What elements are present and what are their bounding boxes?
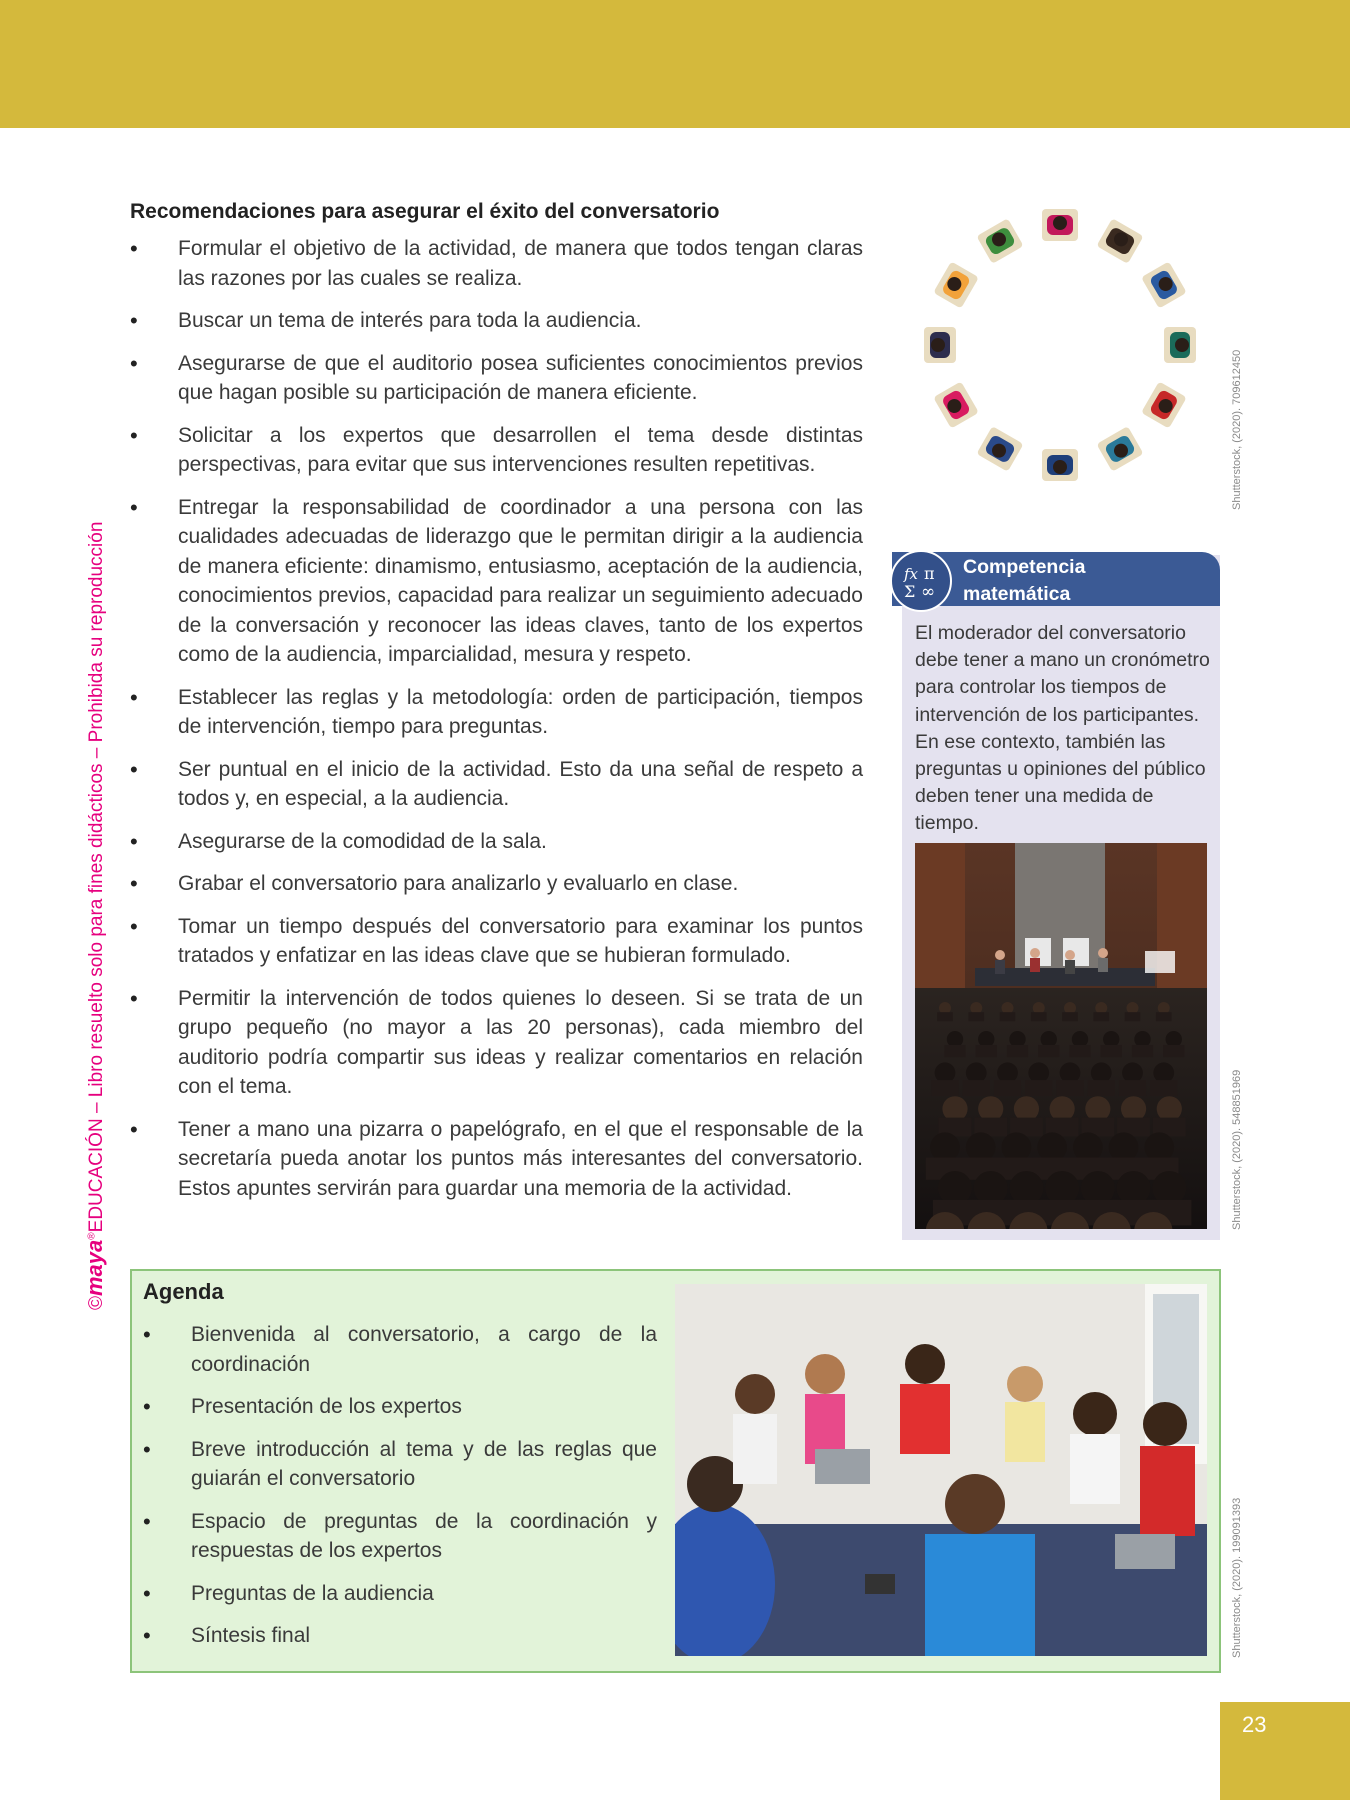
audience-head	[1122, 1062, 1143, 1083]
audience-head	[1060, 1062, 1081, 1083]
audience-shoulders	[1163, 1045, 1184, 1057]
photo-credit-group: Shutterstock, (2020). 199091393	[1231, 1497, 1243, 1658]
seated-person	[976, 218, 1023, 264]
svg-text:π: π	[924, 564, 935, 583]
audience-shoulders	[968, 1012, 984, 1021]
bullet-icon: •	[143, 1508, 151, 1534]
list-item-text: Entregar la responsabilidad de coordinador a una persona con las cualidades adecuadas de liderazgo que le permitan dirigir a la audiencia de manera eficiente: dinamismo, entusiasmo, aceptación de la audiencia, conocimientos previos, capacidad para realizar un seguimiento adecuado de la conversación y reconocer las ideas claves, tanto de los expertos como de la audiencia, imparcialidad, mesura y respeto.	[178, 495, 863, 666]
list-item-text: Síntesis final	[191, 1624, 311, 1647]
copyright-sidebar	[82, 522, 108, 1310]
list-item-text: Asegurarse de que el auditorio posea suficientes conocimientos previos que hagan posible su participación de manera eficiente.	[178, 351, 863, 404]
list-item-text: Tener a mano una pizarra o papelógrafo, en el que el responsable de la secretaría pueda anotar los puntos más interesantes del conversatorio. Estos apuntes servirán para guardar una memoria de la actividad.	[178, 1117, 863, 1200]
list-item	[130, 421, 863, 480]
bullet-icon: •	[143, 1322, 151, 1347]
list-item-text: Solicitar a los expertos que desarrollen el tema desde distintas perspectivas, para evitar que sus intervenciones resulten repetitivas.	[178, 423, 863, 476]
seated-person	[933, 381, 979, 428]
sidebar-notice: EDUCACIÓN – Libro resuelto solo para fines didácticos – Prohibida su reproducción	[86, 521, 107, 1233]
audience-shoulders	[976, 1045, 997, 1057]
list-item	[130, 1115, 863, 1204]
bullet-icon: •	[130, 422, 138, 448]
svg-text:Σ: Σ	[904, 582, 916, 601]
audience-shoulders	[1156, 1012, 1172, 1021]
audience-head	[997, 1062, 1018, 1083]
list-item	[143, 1579, 657, 1609]
bullet-icon: •	[143, 1623, 151, 1648]
bullet-icon: •	[143, 1394, 151, 1419]
bullet-icon: •	[130, 756, 138, 782]
audience-shoulders	[1125, 1012, 1141, 1021]
list-item-text: Tomar un tiempo después del conversatorio para examinar los puntos tratados y enfatizar en las ideas clave que se hubieran formulado.	[178, 914, 863, 967]
bullet-icon: •	[130, 684, 138, 710]
seated-person	[1141, 381, 1187, 428]
audience-shoulders	[1119, 1080, 1146, 1096]
list-item	[130, 493, 863, 670]
list-item	[130, 349, 863, 408]
brand-logo: maya	[82, 1239, 107, 1296]
audience-shoulders	[1062, 1012, 1078, 1021]
seated-person	[1096, 426, 1143, 472]
competencia-title-line1: Competencia	[963, 556, 1086, 578]
list-item	[143, 1507, 657, 1566]
bullet-icon: •	[130, 494, 138, 520]
bullet-icon: •	[130, 828, 138, 854]
svg-text:∞: ∞	[921, 582, 936, 602]
audience-shoulders	[1150, 1080, 1177, 1096]
audience-shoulders	[1025, 1080, 1052, 1096]
list-item-text: Ser puntual en el inicio de la actividad. Esto da una señal de respeto a todos y, en especial, a la audiencia.	[178, 757, 863, 810]
agenda-title: Agenda	[143, 1279, 224, 1304]
list-item	[130, 683, 863, 742]
list-item-text: Permitir la intervención de todos quienes lo deseen. Si se trata de un grupo pequeño (no mayor a las 20 personas), cada miembro del auditorio podría compartir sus ideas y realizar comentarios en relación con el tema.	[178, 986, 863, 1098]
list-item-text: Asegurarse de la comodidad de la sala.	[178, 829, 547, 853]
audience-shoulders	[1007, 1045, 1028, 1057]
list-item	[130, 984, 863, 1102]
people-circle-illustration	[905, 195, 1215, 505]
recommendations-list	[130, 234, 863, 1203]
bullet-icon: •	[130, 236, 138, 261]
audience-shoulders	[937, 1012, 953, 1021]
audience-shoulders	[1038, 1045, 1059, 1057]
list-item	[130, 306, 863, 336]
audience-shoulders	[1031, 1012, 1047, 1021]
audience-shoulders	[1000, 1012, 1016, 1021]
competencia-title-line2: matemática	[963, 583, 1071, 605]
seated-person	[1141, 261, 1187, 308]
math-symbols-icon	[890, 550, 952, 612]
list-item	[130, 234, 863, 293]
list-item-text: Grabar el conversatorio para analizarlo y evaluarlo en clase.	[178, 872, 739, 895]
list-item	[143, 1392, 657, 1422]
photo-credit-audience: Shutterstock, (2020). 548851969	[1231, 1069, 1243, 1230]
audience-head	[1091, 1062, 1112, 1083]
competencia-text: El moderador del conversatorio debe tener a mano un cronómetro para controlar los tiempos de intervención de los participantes. En ese contexto, también las preguntas u opiniones del público deben tener una medida de tiempo.	[915, 622, 1210, 835]
list-item	[130, 869, 863, 899]
audience-shoulders	[931, 1080, 958, 1096]
audience-shoulders	[1132, 1045, 1153, 1057]
seated-person	[1042, 449, 1078, 481]
list-item	[143, 1621, 657, 1651]
audience-head	[1028, 1062, 1049, 1083]
audience-shoulders	[1088, 1080, 1115, 1096]
list-item	[143, 1320, 657, 1379]
svg-text:fx: fx	[904, 565, 919, 583]
agenda-list	[143, 1320, 657, 1664]
bullet-icon: •	[143, 1436, 151, 1462]
list-item	[130, 755, 863, 814]
audience-shoulders	[994, 1080, 1021, 1096]
list-item-text: Buscar un tema de interés para toda la audiencia.	[178, 309, 642, 332]
seated-person	[1164, 327, 1196, 363]
bullet-icon: •	[130, 350, 138, 376]
registered-mark: ®	[86, 1232, 98, 1240]
copyright-symbol: ©	[86, 1296, 107, 1310]
group-discussion-photo	[675, 1284, 1207, 1656]
audience-head	[966, 1062, 987, 1083]
list-item-text: Establecer las reglas y la metodología: orden de participación, tiempos de intervención, tiempo para preguntas.	[178, 685, 863, 738]
list-item-text: Bienvenida al conversatorio, a cargo de la coordinación	[191, 1323, 657, 1376]
list-item-text: Presentación de los expertos	[191, 1395, 462, 1418]
audience-shoulders	[1101, 1045, 1122, 1057]
photo-credit-circle: Shutterstock, (2020). 709612450	[1231, 349, 1243, 510]
recommendations-title: Recomendaciones para asegurar el éxito del conversatorio	[130, 200, 720, 223]
audience-shoulders	[1093, 1012, 1109, 1021]
seated-person	[1042, 209, 1078, 241]
audience-shoulders	[1056, 1080, 1083, 1096]
page-number-box	[1220, 1702, 1350, 1800]
page-number: 23	[1242, 1712, 1267, 1737]
seated-person	[976, 426, 1023, 472]
list-item-text: Preguntas de la audiencia	[191, 1581, 434, 1605]
audience-shoulders	[963, 1080, 990, 1096]
bullet-icon: •	[130, 913, 138, 939]
list-item-text: Espacio de preguntas de la coordinación y respuestas de los expertos	[191, 1509, 657, 1562]
list-item	[130, 827, 863, 857]
recommendations-section	[130, 200, 863, 1216]
audience-head	[1153, 1062, 1174, 1083]
competencia-title	[963, 554, 1085, 608]
bullet-icon: •	[143, 1580, 151, 1606]
audience-photo	[915, 843, 1207, 1229]
audience-head	[935, 1062, 956, 1083]
bullet-icon: •	[130, 985, 138, 1011]
list-item	[130, 912, 863, 971]
list-item-text: Formular el objetivo de la actividad, de manera que todos tengan claras las razones por las cuales se realiza.	[178, 237, 863, 290]
list-item	[143, 1435, 657, 1494]
seated-person	[933, 261, 979, 308]
bullet-icon: •	[130, 1116, 138, 1142]
audience-shoulders	[944, 1045, 965, 1057]
list-item-text: Breve introducción al tema y de las reglas que guiarán el conversatorio	[191, 1437, 657, 1490]
bullet-icon: •	[130, 871, 138, 896]
audience-shoulders	[1069, 1045, 1090, 1057]
seated-person	[924, 327, 956, 363]
header-band	[0, 0, 1350, 128]
seated-person	[1096, 218, 1143, 264]
bullet-icon: •	[130, 308, 138, 333]
